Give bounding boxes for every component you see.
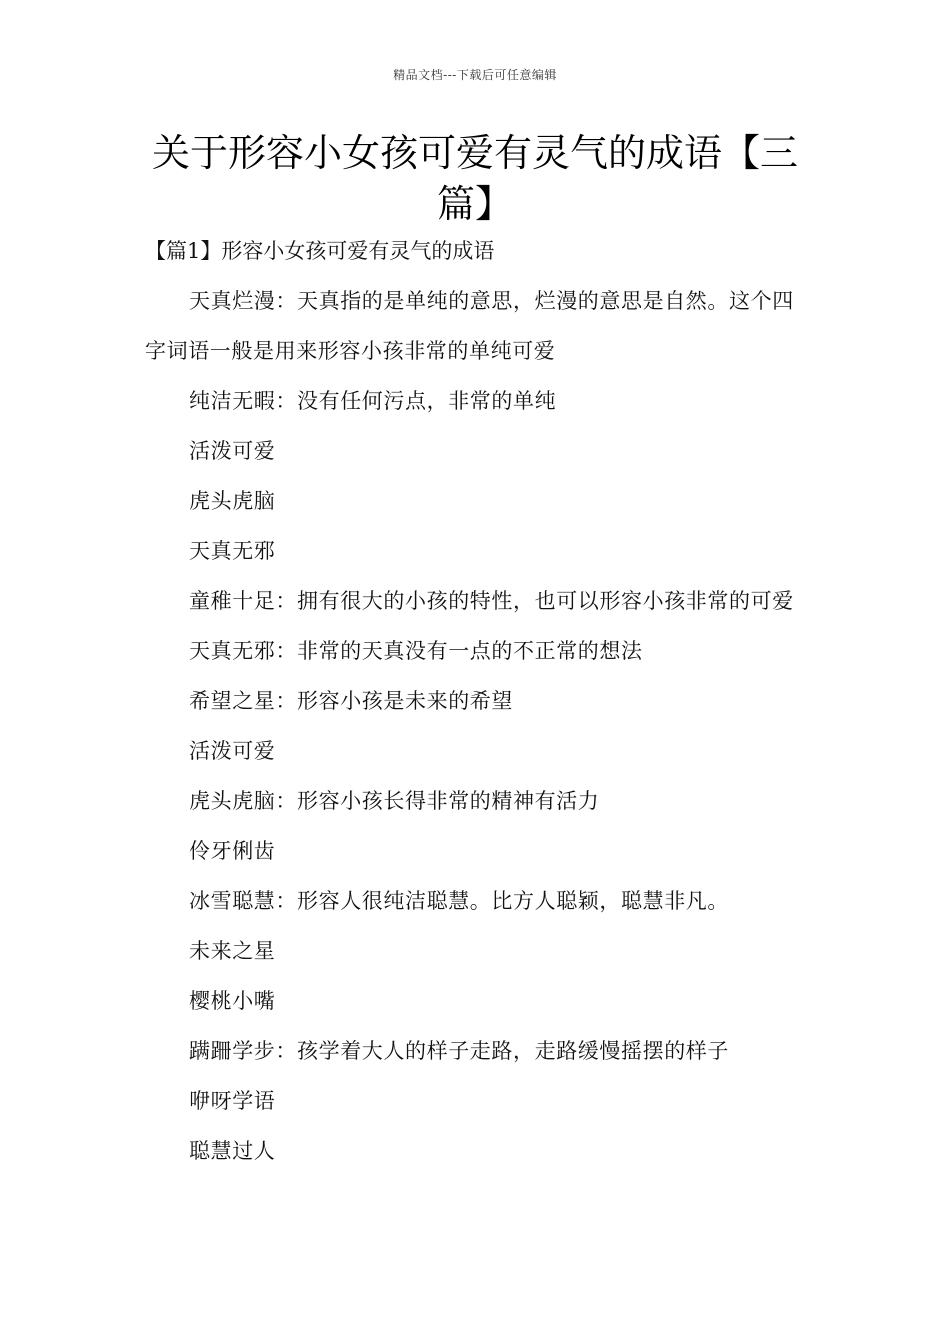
document-title: 关于形容小女孩可爱有灵气的成语【三篇】 bbox=[151, 131, 798, 226]
paragraph: 天真烂漫：天真指的是单纯的意思，烂漫的意思是自然。这个四字词语一般是用来形容小孩非常的单纯可爱 bbox=[145, 289, 794, 363]
paragraph: 伶牙俐齿 bbox=[189, 839, 276, 863]
paragraph: 纯洁无暇：没有任何污点，非常的单纯 bbox=[189, 389, 557, 413]
paragraph: 樱桃小嘴 bbox=[189, 989, 276, 1013]
section-heading: 【篇1】形容小女孩可爱有灵气的成语 bbox=[145, 239, 495, 263]
document-body bbox=[145, 226, 810, 1176]
paragraph: 咿呀学语 bbox=[189, 1089, 276, 1113]
paragraph: 天真无邪 bbox=[189, 539, 276, 563]
header-note: 精品文档---下载后可任意编辑 bbox=[393, 68, 557, 82]
paragraph: 希望之星：形容小孩是未来的希望 bbox=[189, 689, 513, 713]
paragraph: 活泼可爱 bbox=[189, 439, 276, 463]
paragraph: 虎头虎脑 bbox=[189, 489, 276, 513]
paragraph: 虎头虎脑：形容小孩长得非常的精神有活力 bbox=[189, 789, 600, 813]
paragraph: 蹒跚学步：孩学着大人的样子走路，走路缓慢摇摆的样子 bbox=[189, 1039, 729, 1063]
paragraph: 冰雪聪慧：形容人很纯洁聪慧。比方人聪颖，聪慧非凡。 bbox=[189, 889, 729, 913]
paragraph: 活泼可爱 bbox=[189, 739, 276, 763]
paragraph: 天真无邪：非常的天真没有一点的不正常的想法 bbox=[189, 639, 643, 663]
paragraph: 童稚十足：拥有很大的小孩的特性，也可以形容小孩非常的可爱 bbox=[189, 589, 794, 613]
paragraph: 聪慧过人 bbox=[189, 1139, 276, 1163]
paragraph: 未来之星 bbox=[189, 939, 276, 963]
